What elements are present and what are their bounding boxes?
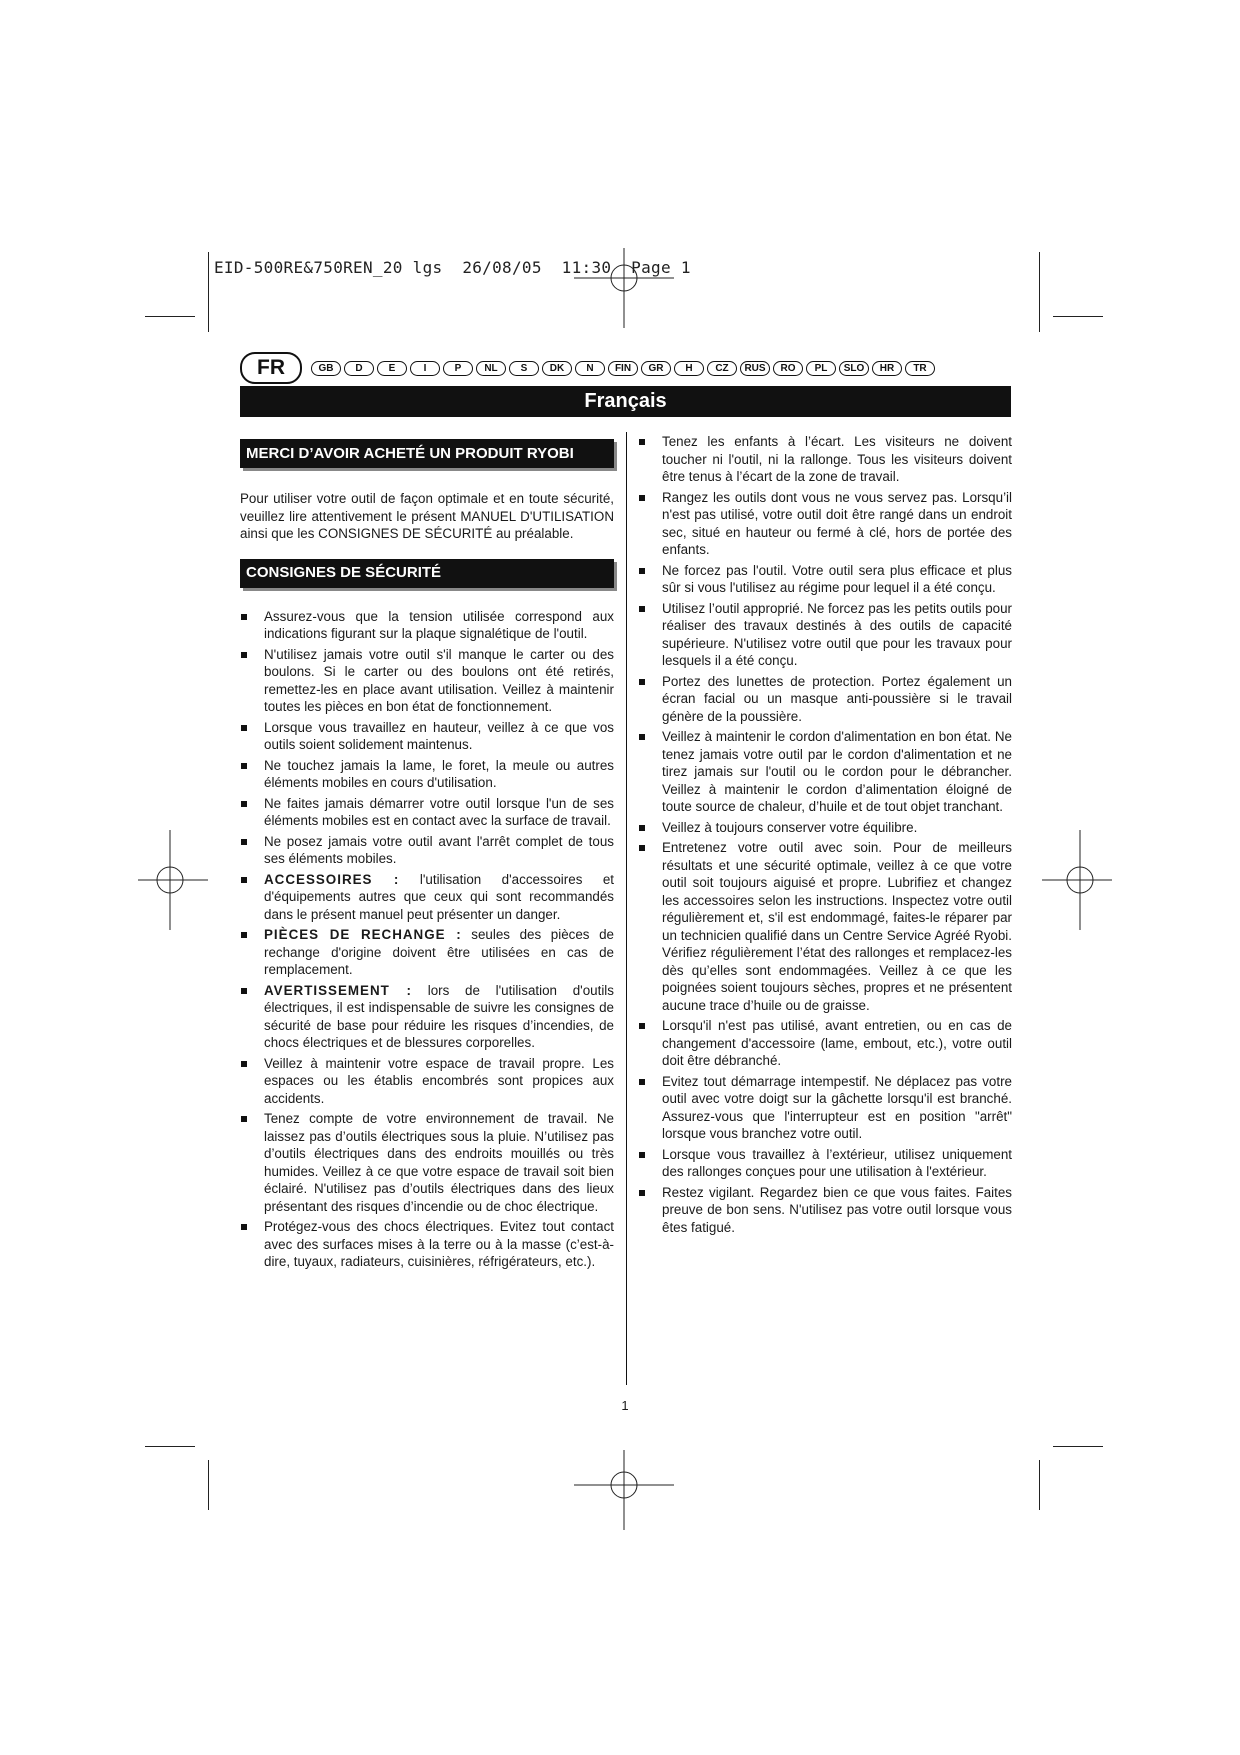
language-badge: PL bbox=[806, 361, 836, 376]
language-badge: NL bbox=[476, 361, 506, 376]
safety-list-item bbox=[240, 646, 614, 716]
safety-item-text: Lorsque vous travaillez en hauteur, veillez à ce que vos outils soient solidement maintenus. bbox=[264, 719, 614, 752]
safety-list-item bbox=[240, 719, 614, 754]
language-badge: I bbox=[410, 361, 440, 376]
safety-list-item bbox=[240, 871, 614, 924]
safety-item-text: Ne forcez pas l'outil. Votre outil sera plus efficace et plus sûr si vous l'utilisez au régime pour lequel il a été conçu. bbox=[662, 562, 1012, 595]
crop-mark-top-left-horizontal bbox=[145, 316, 195, 317]
language-badge: HR bbox=[872, 361, 902, 376]
safety-list-item bbox=[240, 833, 614, 868]
safety-list-item bbox=[638, 839, 1012, 1014]
safety-item-text: N'utilisez jamais votre outil s'il manque le carter ou des boulons. Si le carter ou des boulons ont été retirés, remettez-les en place avant utilisation. Veillez à maintenir toutes les pièces en bon état de fonctionnement. bbox=[264, 646, 614, 714]
safety-item-label: AVERTISSEMENT : bbox=[264, 982, 413, 998]
safety-list-item bbox=[240, 608, 614, 643]
safety-item-text: Protégez-vous des chocs électriques. Evitez tout contact avec des surfaces mises à la terre ou à la masse (c’est-à-dire, tuyaux, radiateurs, cuisinières, réfrigérateurs, etc.). bbox=[264, 1219, 614, 1269]
language-other-list bbox=[308, 361, 935, 376]
intro-paragraph: Pour utiliser votre outil de façon optimale et en toute sécurité, veuillez lire attentivement le présent MANUEL D'UTILISATION ainsi que les CONSIGNES DE SÉCURITÉ au préalable. bbox=[240, 491, 614, 541]
safety-list-right bbox=[638, 433, 1012, 1236]
crop-mark-top-right-vertical bbox=[1039, 252, 1040, 332]
safety-item-text: Rangez les outils dont vous ne vous servez pas. Lorsqu’il n'est pas utilisé, votre outil doit être rangé dans un endroit sec, situé en hauteur ou fermé à clé, hors de portée des enfants. bbox=[662, 489, 1012, 557]
language-badge: SLO bbox=[839, 361, 869, 376]
page-number: 1 bbox=[621, 1398, 629, 1413]
right-column bbox=[638, 433, 1012, 1239]
language-badge: P bbox=[443, 361, 473, 376]
registration-mark-right bbox=[1042, 830, 1112, 930]
safety-item-text: Ne faites jamais démarrer votre outil lorsque l'un de ses éléments mobiles est en contact avec la surface de travail. bbox=[264, 795, 614, 828]
safety-item-text: Lorsqu'il n'est pas utilisé, avant entretien, ou en cas de changement d'accessoire (lame, embout, etc.), votre outil doit être débranché. bbox=[662, 1018, 1012, 1068]
safety-list-item bbox=[240, 926, 614, 979]
crop-mark-bottom-right-horizontal bbox=[1053, 1446, 1103, 1447]
safety-item-text: Veillez à maintenir le cordon d'alimentation en bon état. Ne tenez jamais votre outil par le cordon d'alimentation et ne tirez jamais sur l'outil ou le cordon pour le débrancher. Veillez à maintenir le cordon d’alimentation éloigné de toute source de chaleur, d’huile et de tout objet tranchant. bbox=[662, 729, 1012, 814]
safety-item-text: l'utilisation d'accessoires et d'équipements autres que ceux qui sont recommandés dans le présent manuel peut présenter un danger. bbox=[264, 871, 615, 922]
safety-list-item bbox=[638, 819, 1012, 837]
crop-mark-bottom-left-vertical bbox=[208, 1460, 209, 1510]
safety-item-label: PIÈCES DE RECHANGE : bbox=[264, 927, 462, 942]
registration-mark-left bbox=[138, 830, 208, 930]
section-heading-safety: CONSIGNES DE SÉCURITÉ bbox=[240, 559, 614, 588]
safety-item-text: lors de l'utilisation d'outils électriques, il est indispensable de suivre les consignes de sécurité de base pour réduire les risques d’incendies, de chocs électriques et de blessures corporelles. bbox=[264, 982, 614, 1050]
safety-item-text: Tenez compte de votre environnement de travail. Ne laissez pas d’outils électriques sous la pluie. N’utilisez pas d’outils électriques dans des endroits mouillés ou très humides. Veillez à ce que votre espace de travail soit bien éclairé. N'utilisez pas d’outils électriques dans des lieux présentant des risques d’incendie ou de choc électrique. bbox=[264, 1111, 614, 1214]
language-badge: DK bbox=[542, 361, 572, 376]
safety-item-text: seules des pièces de rechange d'origine doivent être utilisées en cas de remplacement. bbox=[264, 927, 615, 977]
safety-list-item bbox=[240, 1055, 614, 1108]
safety-list-item bbox=[240, 757, 614, 792]
print-slug: EID-500RE&750REN_20 lgs 26/08/05 11:30 Page 1 bbox=[214, 258, 691, 277]
safety-item-text: Restez vigilant. Regardez bien ce que vous faites. Faites preuve de bon sens. N'utilisez pas votre outil lorsque vous êtes fatigué. bbox=[662, 1184, 1012, 1235]
safety-item-text: Tenez les enfants à l’écart. Les visiteurs ne doivent toucher ni l'outil, ni la rallonge. Tous les visiteurs doivent être tenus à l’écart de la zone de travail. bbox=[662, 434, 1012, 484]
safety-item-text: Ne touchez jamais la lame, le foret, la meule ou autres éléments mobiles en cours d'utilisation. bbox=[264, 757, 614, 790]
safety-list-item bbox=[638, 673, 1012, 726]
safety-item-text: Ne posez jamais votre outil avant l'arrêt complet de tous ses éléments mobiles. bbox=[264, 833, 614, 866]
safety-item-text: Assurez-vous que la tension utilisée correspond aux indications figurant sur la plaque signalétique de l'outil. bbox=[264, 608, 614, 641]
safety-item-text: Utilisez l’outil approprié. Ne forcez pas les petits outils pour réaliser des travaux destinés à des outils de capacité supérieure. N'utilisez votre outil que pour les travaux pour lesquels il a été conçu. bbox=[662, 600, 1012, 668]
language-current: FR bbox=[240, 352, 302, 384]
safety-item-text: Veillez à maintenir votre espace de travail propre. Les espaces ou les établis encombrés sont propices aux accidents. bbox=[264, 1055, 614, 1106]
column-divider bbox=[626, 432, 627, 1385]
language-badge: GR bbox=[641, 361, 671, 376]
safety-list-item bbox=[240, 982, 614, 1052]
safety-list-item bbox=[240, 795, 614, 830]
crop-mark-top-left-vertical bbox=[208, 252, 209, 332]
language-badge: FIN bbox=[608, 361, 638, 376]
crop-mark-top-right-horizontal bbox=[1053, 316, 1103, 317]
crop-mark-bottom-right-vertical bbox=[1039, 1460, 1040, 1510]
page-title: Français bbox=[240, 386, 1011, 417]
safety-list-item bbox=[638, 1184, 1012, 1237]
safety-item-text: Lorsque vous travaillez à l’extérieur, utilisez uniquement des rallonges conçues pour une utilisation à l'extérieur. bbox=[662, 1146, 1012, 1179]
language-badge: RUS bbox=[740, 361, 770, 376]
language-badge: GB bbox=[311, 361, 341, 376]
crop-mark-bottom-left-horizontal bbox=[145, 1446, 195, 1447]
safety-list-item bbox=[638, 433, 1012, 486]
safety-list-item bbox=[638, 1017, 1012, 1070]
safety-list-item bbox=[638, 1146, 1012, 1181]
safety-list-item bbox=[240, 1110, 614, 1215]
safety-item-text: Veillez à toujours conserver votre équilibre. bbox=[662, 819, 918, 835]
safety-item-text: Entretenez votre outil avec soin. Pour de meilleurs résultats et une sécurité optimale, veillez à ce que votre outil soit toujours aiguisé et propre. Lubrifiez et changez les accessoires selon les instructions. Inspectez votre outil régulièrement et, s'il est endommagé, faites-le réparer par un technicien qualifié dans un Centre Service Agréé Ryobi. Vérifiez régulièrement l’état des rallonges et remplacez-les dès qu’elles sont endommagées. Veillez à ce que les poignées soient toujours sèches, propres et ne présentent aucune trace d’huile ou de graisse. bbox=[662, 840, 1012, 1013]
safety-list-item bbox=[240, 1218, 614, 1271]
language-badge: TR bbox=[905, 361, 935, 376]
safety-item-label: ACCESSOIRES : bbox=[264, 871, 400, 887]
language-badge: CZ bbox=[707, 361, 737, 376]
registration-mark-bottom bbox=[574, 1450, 674, 1530]
safety-list-item bbox=[638, 1073, 1012, 1143]
safety-item-text: Evitez tout démarrage intempestif. Ne déplacez pas votre outil avec votre doigt sur la gâchette lorsqu'il est branché. Assurez-vous que l'interrupteur est en position "arrêt" lorsque vous branchez votre outil. bbox=[662, 1073, 1012, 1141]
safety-list-item bbox=[638, 562, 1012, 597]
language-badge: S bbox=[509, 361, 539, 376]
safety-list-item bbox=[638, 489, 1012, 559]
language-badge: H bbox=[674, 361, 704, 376]
language-selector-row bbox=[240, 352, 935, 384]
safety-list-item bbox=[638, 728, 1012, 816]
left-column bbox=[240, 439, 614, 1274]
section-heading-thanks: MERCI D’AVOIR ACHETÉ UN PRODUIT RYOBI bbox=[240, 439, 614, 468]
language-badge: RO bbox=[773, 361, 803, 376]
safety-item-text: Portez des lunettes de protection. Portez également un écran facial ou un masque anti-poussière si le travail génère de la poussière. bbox=[662, 673, 1012, 724]
language-badge: E bbox=[377, 361, 407, 376]
safety-list-left bbox=[240, 608, 614, 1271]
language-badge: N bbox=[575, 361, 605, 376]
safety-list-item bbox=[638, 600, 1012, 670]
language-badge: D bbox=[344, 361, 374, 376]
